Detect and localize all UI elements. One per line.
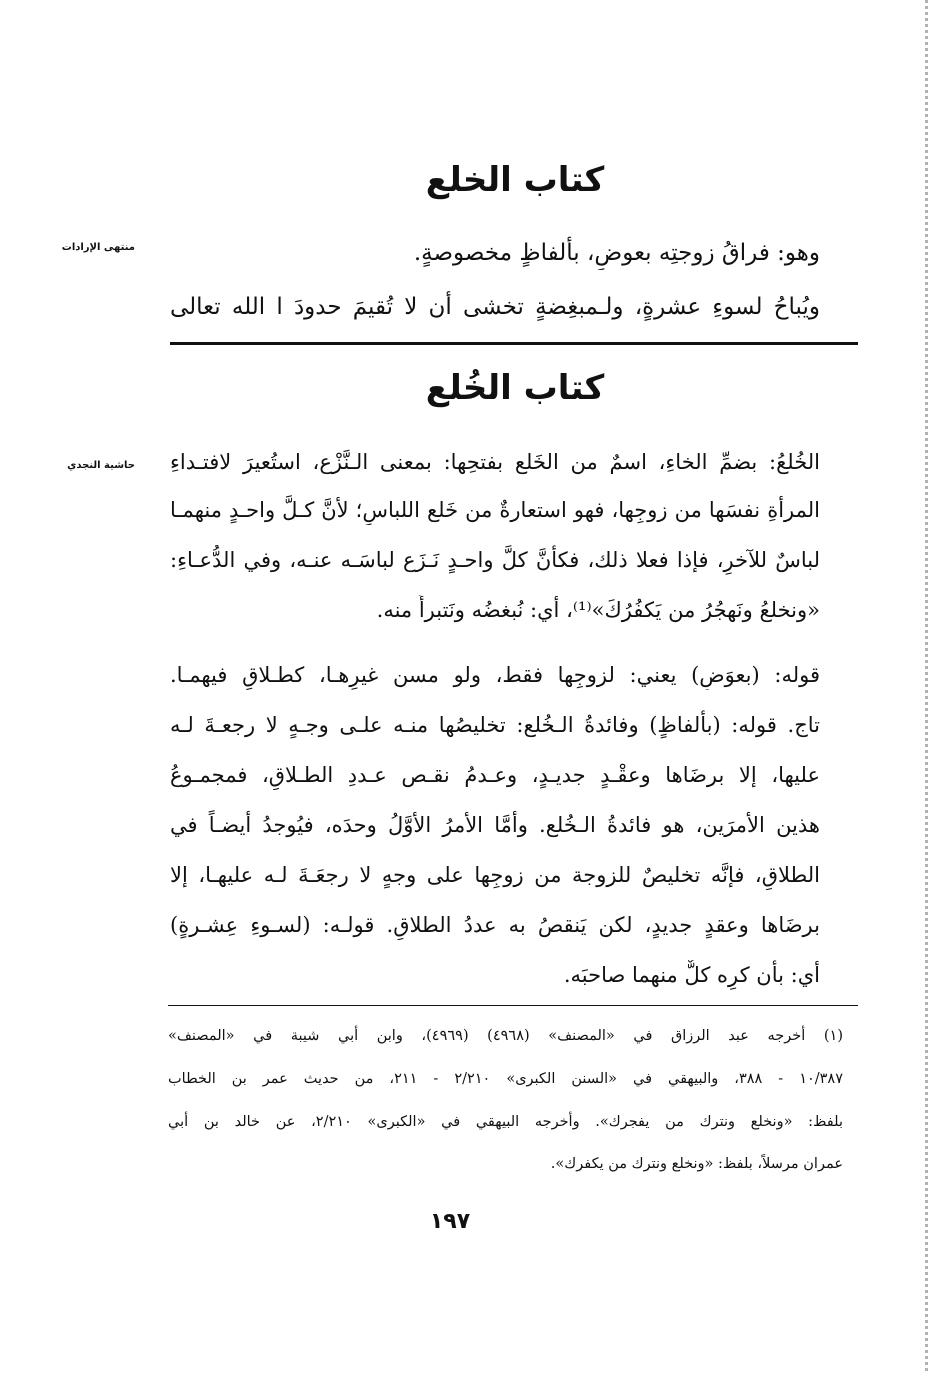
page-number: ١٩٧: [429, 1209, 471, 1234]
footnote-line-2: ١٠/٣٨٧ - ٣٨٨، والبيهقي في «السنن الكبرى» ٢/٢١٠ - ٢١١، من حديث عمر بن الخطاب: [168, 1071, 843, 1087]
hashiya-p1-line-4: «ونخلعُ ونَهجُرُ من يَكفُرُكَ»⁽¹⁾، أي: نُبغضُه ونَتبرأُ منه.: [376, 598, 820, 622]
hashiya-p1-line-3: لباسٌ للآخرِ، فإذا فعلا ذلك، فكأنَّ كلَّ واحـدٍ نَـزَع لباسَـه عنـه، وفي الدُّعـاءِ:: [170, 548, 820, 572]
hashiya-p2-line-4: هذين الأمرَين، هو فائدةُ الـخُلع. وأمَّا الأمرُ الأوَّلُ وحدَه، فيُوجدُ أيضـاً في: [170, 813, 820, 837]
matn-line-1: وهو: فراقُ زوجتِه بعوضٍ، بألفاظٍ مخصوصةٍ.: [413, 240, 820, 266]
hashiya-p2-line-2: تاج. قوله: (بألفاظٍ) وفائدةُ الـخُلع: تخليصُها منـه علـى وجـهٍ لا رجعـةَ لـه: [170, 713, 820, 737]
section-divider-rule: [170, 342, 858, 345]
hashiya-p2-line-7: أي: بأن كرِه كلٌّ منهما صاحبَه.: [563, 963, 820, 987]
hashiya-p1-line-1: الخُلعُ: بضمِّ الخاءِ، اسمٌ من الخَلع بفتحِها: بمعنى الـنَّزْع، استُعيرَ لافتـداءِ: [170, 450, 820, 474]
section-heading-hashiya: كتاب الخُلع: [425, 368, 605, 408]
side-label-hashiya: حاشية النجدي: [67, 460, 135, 471]
hashiya-p2-line-1: قوله: (بعوَضٍ) يعني: لزوجِها فقط، ولو مسن غيرِهـا، كطـلاقٍ فيهمـا.: [170, 663, 820, 687]
hashiya-p1-line-2: المرأةِ نفسَها من زوجِها، فهو استعارةٌ من خَلع اللباسِ؛ لأنَّ كـلَّ واحـدٍ منهمـا: [170, 498, 820, 522]
footnote-separator: [168, 1005, 858, 1006]
hashiya-p2-line-6: برضَاها وعقدٍ جديدٍ، لكن يَنقصُ به عددُ الطلاقِ. قولـه: (لسـوءِ عِشـرةٍ): [170, 913, 820, 937]
hashiya-p2-line-3: عليها، إلا برضَاها وعقْـدٍ جديـدٍ، وعـدمُ نقـص عـددِ الطـلاقِ، فمجمـوعُ: [170, 763, 820, 787]
footnote-line-4: عمران مرسلاً، بلفظ: «ونخلع ونترك من يكفرك».: [550, 1156, 843, 1172]
side-label-matn: منتهى الإرادات: [61, 242, 135, 253]
footnote-line-1: (١) أخرجه عبد الرزاق في «المصنف» (٤٩٦٨) (٤٩٦٩)، وابن أبي شيبة في «المصنف»: [168, 1028, 843, 1044]
footnote-line-3: بلفظ: «ونخلع ونترك من يفجرك». وأخرجه البيهقي في «الكبرى» ٢/٢١٠، عن خالد بن أبي: [168, 1114, 843, 1130]
matn-line-2: ويُباحُ لسوءِ عشرةٍ، ولـمبغِضةٍ تخشى أن لا تُقيمَ حدودَ ا الله تعالى: [170, 294, 820, 320]
hashiya-p2-line-5: الطلاقِ، فإنَّه تخليصٌ للزوجة من زوجِها على وجهٍ لا رجعَـةَ لـه عليهـا، إلا: [170, 863, 820, 887]
scan-edge-artifact: [925, 0, 928, 1373]
section-heading-matn: كتاب الخلع: [425, 160, 605, 200]
